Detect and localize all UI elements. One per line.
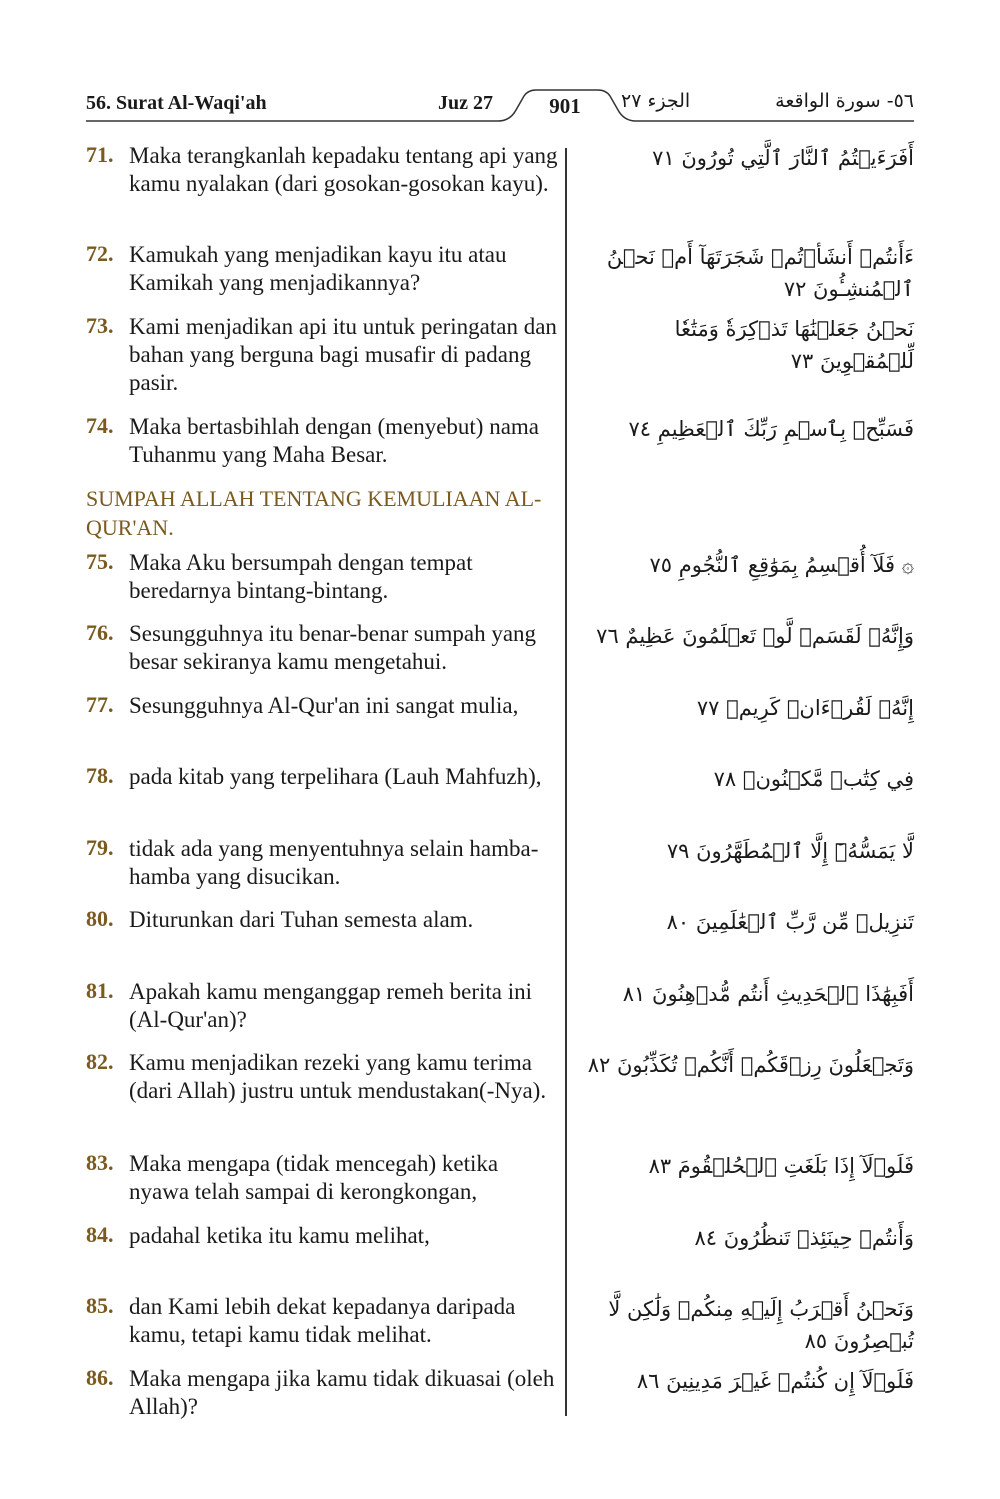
header-rule bbox=[86, 88, 914, 128]
verse-translation: tidak ada yang menyentuhnya selain hamba-hamba yang disucikan. bbox=[129, 836, 539, 889]
verse-translation: Maka mengapa (tidak mencegah) ketika nyawa telah sampai di kerongkongan, bbox=[129, 1151, 499, 1204]
page-header bbox=[86, 88, 914, 122]
verse-translation: Maka terangkanlah kepadaku tentang api yang kamu nyalakan (dari gosokan-gosokan kayu). bbox=[129, 143, 558, 196]
juz-label-latin: Juz 27 bbox=[438, 92, 493, 114]
verse-arabic: وَأَنتُمۡ حِينَئِذٖ تَنظُرُونَ ٨٤ bbox=[694, 1226, 914, 1250]
verse-number: 75. bbox=[86, 549, 114, 574]
verse-translation: Maka Aku bersumpah dengan tempat beredarnya bintang-bintang. bbox=[129, 550, 473, 603]
verse-translation: Kamukah yang menjadikan kayu itu atau Kamikah yang menjadikannya? bbox=[129, 242, 507, 295]
page-number: 901 bbox=[549, 94, 581, 118]
verse-arabic: وَتَجۡعَلُونَ رِزۡقَكُمۡ أَنَّكُمۡ تُكَذِّبُونَ ٨٢ bbox=[587, 1053, 914, 1077]
section-heading: SUMPAH ALLAH TENTANG KEMULIAAN AL-QUR'AN. bbox=[86, 486, 542, 540]
verse-translation: dan Kami lebih dekat kepadanya daripada kamu, tetapi kamu tidak melihat. bbox=[129, 1294, 516, 1347]
verse-arabic: ۞ فَلَآ أُقۡسِمُ بِمَوَٰقِعِ ٱلنُّجُومِ ٧٥ bbox=[649, 553, 914, 577]
verse-arabic: فَسَبِّحۡ بِٱسۡمِ رَبِّكَ ٱلۡعَظِيمِ ٧٤ bbox=[628, 417, 914, 441]
verse-arabic: نَحۡنُ جَعَلۡنَٰهَا تَذۡكِرَةٗ وَمَتَٰعٗا لِّلۡمُقۡوِينَ ٧٣ bbox=[674, 317, 914, 373]
verse-number: 72. bbox=[86, 241, 114, 266]
verse-number: 83. bbox=[86, 1150, 114, 1175]
verse-number: 76. bbox=[86, 620, 114, 645]
verse-translation: Kamu menjadikan rezeki yang kamu terima (dari Allah) justru untuk mendustakan(-Nya). bbox=[129, 1050, 547, 1103]
verse-arabic: لَّا يَمَسُّهُۥٓ إِلَّا ٱلۡمُطَهَّرُونَ ٧٩ bbox=[666, 839, 914, 863]
surah-title-arabic: ٥٦- سورة الواقعة bbox=[775, 90, 914, 112]
verse-number: 80. bbox=[86, 906, 114, 931]
column-divider bbox=[565, 148, 567, 1416]
verse-arabic: أَفَبِهَٰذَا ٱلۡحَدِيثِ أَنتُم مُّدۡهِنُونَ ٨١ bbox=[622, 982, 914, 1006]
verse-arabic: فَلَوۡلَآ إِن كُنتُمۡ غَيۡرَ مَدِينِينَ ٨٦ bbox=[636, 1369, 914, 1393]
verse-number: 73. bbox=[86, 313, 114, 338]
verse-translation: padahal ketika itu kamu melihat, bbox=[129, 1223, 430, 1248]
verse-arabic: وَإِنَّهُۥ لَقَسَمٞ لَّوۡ تَعۡلَمُونَ عَظِيمٌ ٧٦ bbox=[596, 624, 914, 648]
verse-number: 77. bbox=[86, 692, 114, 717]
verse-translation: Sesungguhnya itu benar-benar sumpah yang besar sekiranya kamu mengetahui. bbox=[129, 621, 537, 674]
verse-number: 78. bbox=[86, 763, 114, 788]
verse-arabic: أَفَرَءَيۡتُمُ ٱلنَّارَ ٱلَّتِي تُورُونَ ٧١ bbox=[652, 146, 914, 170]
verse-arabic: ءَأَنتُمۡ أَنشَأۡتُمۡ شَجَرَتَهَآ أَمۡ نَحۡنُ ٱلۡمُنشِـُٔونَ ٧٢ bbox=[606, 245, 914, 301]
verse-arabic: تَنزِيلٞ مِّن رَّبِّ ٱلۡعَٰلَمِينَ ٨٠ bbox=[666, 910, 914, 934]
verse-number: 71. bbox=[86, 142, 114, 167]
verse-translation: Maka mengapa jika kamu tidak dikuasai (oleh Allah)? bbox=[129, 1366, 555, 1419]
verse-translation: Apakah kamu menganggap remeh berita ini (Al-Qur'an)? bbox=[129, 979, 532, 1032]
verse-number: 85. bbox=[86, 1293, 114, 1318]
surah-title-latin: 56. Surat Al-Waqi'ah bbox=[86, 92, 267, 114]
verse-number: 74. bbox=[86, 413, 114, 438]
verse-number: 86. bbox=[86, 1365, 114, 1390]
verse-arabic: فَلَوۡلَآ إِذَا بَلَغَتِ ٱلۡحُلۡقُومَ ٨٣ bbox=[648, 1154, 914, 1178]
verse-translation: Maka bertasbihlah dengan (menyebut) nama Tuhanmu yang Maha Besar. bbox=[129, 414, 540, 467]
verse-translation: Diturunkan dari Tuhan semesta alam. bbox=[129, 907, 474, 932]
verse-arabic: إِنَّهُۥ لَقُرۡءَانٞ كَرِيمٞ ٧٧ bbox=[696, 696, 914, 720]
verse-number: 79. bbox=[86, 835, 114, 860]
verse-number: 81. bbox=[86, 978, 114, 1003]
verse-translation: Kami menjadikan api itu untuk peringatan dan bahan yang berguna bagi musafir di padang pasir. bbox=[129, 314, 557, 395]
verse-number: 84. bbox=[86, 1222, 114, 1247]
verse-translation: pada kitab yang terpelihara (Lauh Mahfuzh), bbox=[129, 764, 542, 789]
verse-translation: Sesungguhnya Al-Qur'an ini sangat mulia, bbox=[129, 693, 519, 718]
verse-arabic: فِي كِتَٰبٖ مَّكۡنُونٖ ٧٨ bbox=[713, 767, 914, 791]
juz-label-arabic: الجزء ٢٧ bbox=[621, 90, 691, 112]
verse-arabic: وَنَحۡنُ أَقۡرَبُ إِلَيۡهِ مِنكُمۡ وَلَٰكِن لَّا تُبۡصِرُونَ ٨٥ bbox=[608, 1297, 914, 1353]
verse-number: 82. bbox=[86, 1049, 114, 1074]
